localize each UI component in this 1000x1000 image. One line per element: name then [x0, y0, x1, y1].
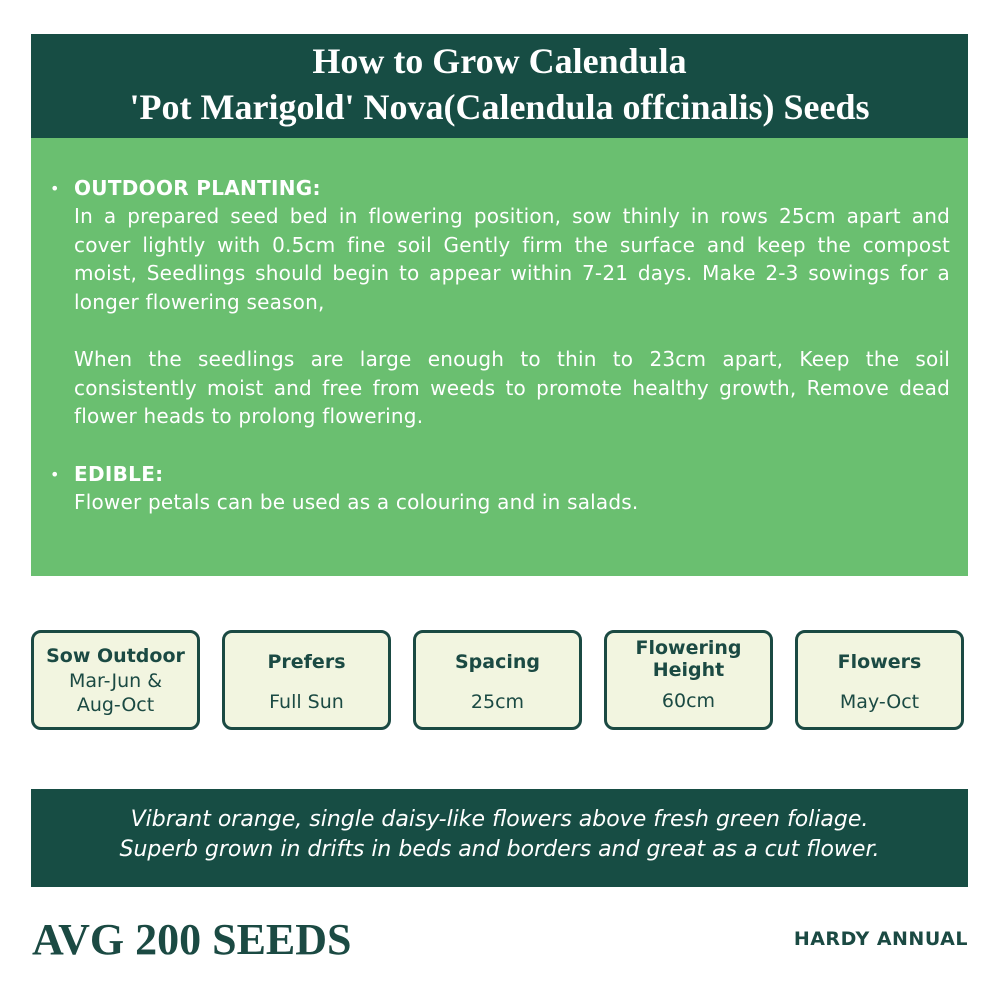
edible-text: Flower petals can be used as a colouring and in salads. [74, 489, 639, 514]
flowering-height-label-2: Height [652, 659, 725, 681]
prefers-label: Prefers [267, 651, 346, 673]
spacing-value: 25cm [470, 691, 525, 713]
title-line-2: 'Pot Marigold' Nova(Calendula offcinalis) Seeds [129, 87, 870, 127]
flowers-label: Flowers [837, 651, 922, 673]
spacing-box [413, 630, 582, 730]
flowers-value: May-Oct [839, 691, 920, 713]
sow-outdoor-label: Sow Outdoor [46, 645, 185, 667]
thinning-text: When the seedlings are large enough to thin to 23cm apart, Keep the soil consistently moist and free from weeds to promote healthy growth, Remove dead flower heads to prolong flowering. [74, 347, 950, 428]
flowering-height-value: 60cm [661, 690, 716, 712]
description-line-1: Vibrant orange, single daisy-like flowers above fresh green foliage. [130, 807, 869, 832]
flowers-box [795, 630, 964, 730]
description-line-2: Superb grown in drifts in beds and borders and great as a cut flower. [119, 837, 880, 862]
outdoor-planting-text: In a prepared seed bed in flowering position, sow thinly in rows 25cm apart and cover lightly with 0.5cm fine soil Gently firm the surface and keep the compost moist, Seedlings should begin to appear within 7-21 days. Make 2-3 sowings for a longer flowering season, [74, 204, 950, 314]
prefers-box [222, 630, 391, 730]
title-line-1: How to Grow Calendula [312, 41, 687, 81]
flowering-height-box [604, 630, 773, 730]
sow-outdoor-value-2: Aug-Oct [76, 694, 155, 716]
edible-section [50, 460, 950, 517]
spacing-label: Spacing [454, 651, 540, 673]
sow-outdoor-value-1: Mar-Jun & [68, 670, 163, 692]
growing-instructions-panel [31, 138, 968, 576]
outdoor-planting-section [50, 174, 950, 431]
plant-type-label: HARDY ANNUAL [793, 928, 968, 950]
bullet-icon: • [50, 179, 60, 198]
bullet-icon: • [50, 464, 60, 484]
description-banner [31, 789, 968, 887]
edible-heading: EDIBLE: [74, 461, 164, 486]
seed-count: AVG 200 SEEDS [32, 915, 352, 964]
flowering-height-label-1: Flowering [635, 637, 742, 659]
title-banner [31, 34, 968, 138]
outdoor-planting-heading: OUTDOOR PLANTING: [74, 176, 321, 200]
prefers-value: Full Sun [269, 691, 344, 713]
info-boxes [31, 630, 968, 733]
sow-outdoor-box [31, 630, 200, 730]
